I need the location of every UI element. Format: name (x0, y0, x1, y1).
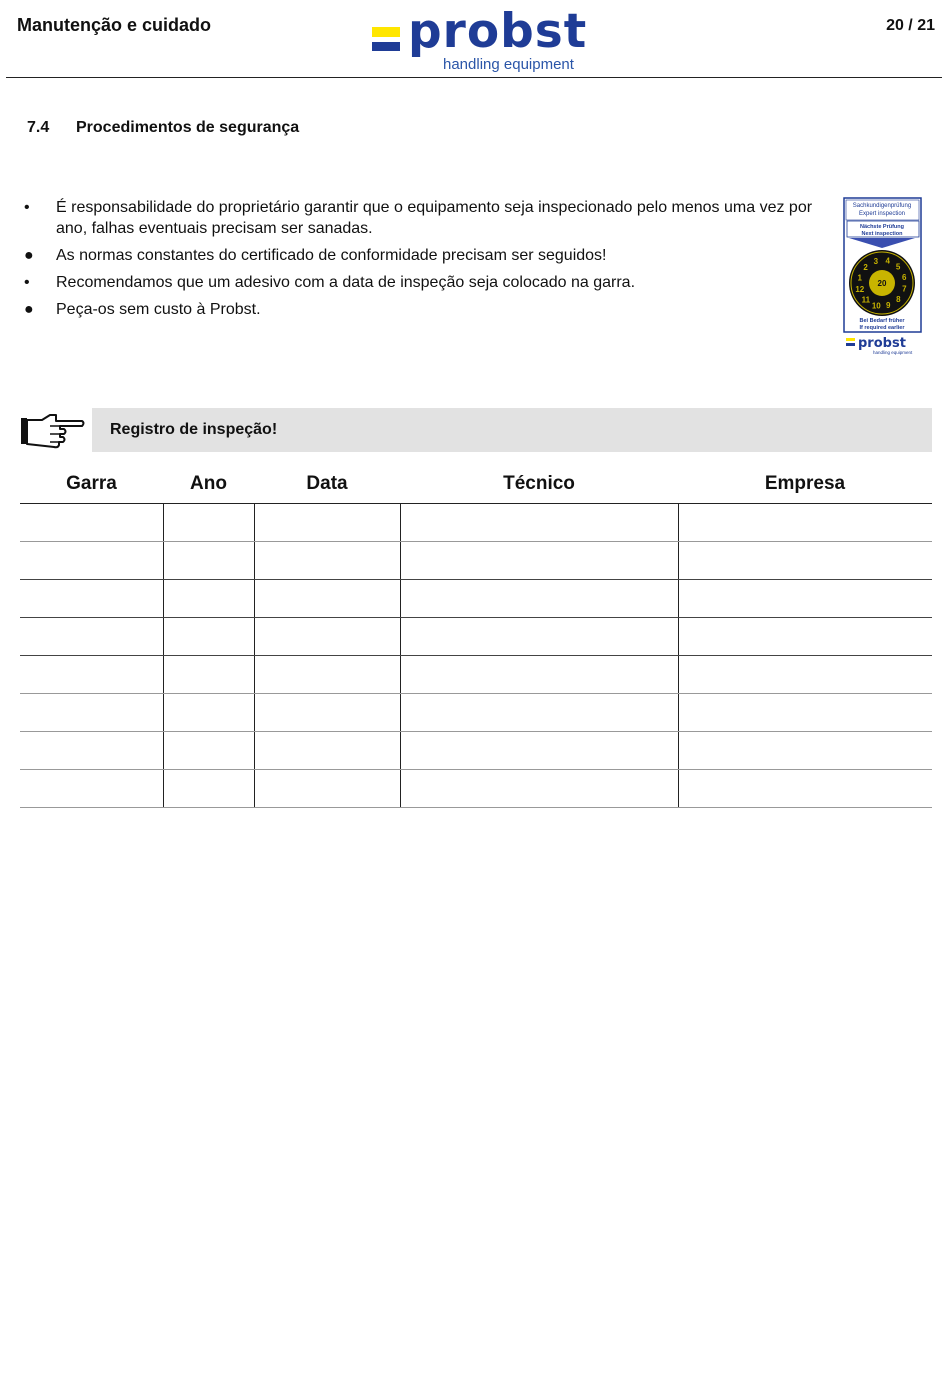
table-header-row (20, 464, 932, 504)
table-row (20, 580, 932, 618)
table-cell[interactable] (20, 732, 163, 770)
page-number: 20 / 21 (886, 17, 935, 34)
table-row (20, 732, 932, 770)
dial-number: 4 (885, 256, 890, 266)
column-header-empresa: Empresa (678, 464, 932, 504)
table-cell[interactable] (163, 580, 254, 618)
sticker-brand: probst (858, 336, 906, 351)
table-cell[interactable] (678, 542, 932, 580)
table-row (20, 656, 932, 694)
bullet-mark: ● (24, 247, 34, 264)
sticker-line6: If required earlier (859, 325, 905, 331)
pointing-hand-icon (20, 412, 86, 450)
table-cell[interactable] (163, 618, 254, 656)
table-cell[interactable] (400, 580, 678, 618)
table-cell[interactable] (400, 732, 678, 770)
dial-number: 7 (902, 284, 907, 294)
table-cell[interactable] (163, 732, 254, 770)
table-cell[interactable] (163, 504, 254, 542)
header-divider (6, 77, 942, 78)
table-cell[interactable] (400, 542, 678, 580)
column-header-data: Data (254, 464, 400, 504)
sticker-line1: Sachkundigenprüfung (852, 203, 912, 209)
dial-number: 11 (861, 295, 871, 305)
bullet-mark: • (24, 199, 30, 216)
table-cell[interactable] (678, 732, 932, 770)
bullet-text: As normas constantes do certificado de conformidade precisam ser seguidos! (56, 247, 607, 264)
dial-number: 2 (863, 262, 868, 272)
table-row (20, 504, 932, 542)
column-header-tecnico: Técnico (400, 464, 678, 504)
table-cell[interactable] (163, 770, 254, 808)
bullet-text: É responsabilidade do proprietário garantir que o equipamento seja inspecionado pelo menos uma vez por ano, falhas eventuais precisam ser sanadas. (56, 199, 813, 237)
table-cell[interactable] (254, 770, 400, 808)
dial-number: 5 (895, 262, 901, 272)
list-item (24, 245, 814, 266)
table-cell[interactable] (254, 504, 400, 542)
inspection-register-banner (92, 408, 932, 452)
table-cell[interactable] (678, 580, 932, 618)
table-cell[interactable] (254, 694, 400, 732)
bullet-text: Peça-os sem custo à Probst. (56, 301, 261, 318)
bullet-mark: • (24, 274, 30, 291)
table-cell[interactable] (678, 694, 932, 732)
table-cell[interactable] (678, 504, 932, 542)
table-cell[interactable] (400, 618, 678, 656)
table-cell[interactable] (254, 618, 400, 656)
inspection-register-label: Registro de inspeção! (110, 421, 278, 438)
list-item (24, 197, 814, 239)
column-header-ano: Ano (163, 464, 254, 504)
table-cell[interactable] (20, 656, 163, 694)
table-row (20, 618, 932, 656)
table-cell[interactable] (400, 694, 678, 732)
dial-number: 3 (873, 256, 879, 266)
table-cell[interactable] (400, 504, 678, 542)
dial-number: 12 (855, 285, 865, 295)
logo-tagline: handling equipment (443, 56, 574, 73)
table-cell[interactable] (163, 694, 254, 732)
dial-number: 10 (871, 301, 881, 311)
dial-number: 8 (896, 295, 901, 305)
table-cell[interactable] (20, 618, 163, 656)
table-cell[interactable] (400, 656, 678, 694)
table-cell[interactable] (254, 542, 400, 580)
logo-wordmark: probst (408, 4, 588, 59)
svg-text:20: 20 (877, 279, 887, 288)
bullet-text: Recomendamos que um adesivo com a data de inspeção seja colocado na garra. (56, 274, 636, 291)
sticker-line3: Nächste Prüfung (859, 224, 905, 230)
table-cell[interactable] (163, 656, 254, 694)
table-cell[interactable] (254, 656, 400, 694)
table-row (20, 542, 932, 580)
dial-number: 1 (857, 273, 862, 283)
table-cell[interactable] (678, 770, 932, 808)
dial-number: 9 (885, 301, 891, 311)
table-cell[interactable] (20, 694, 163, 732)
table-cell[interactable] (20, 542, 163, 580)
sticker-line5: Bei Bedarf früher (859, 318, 905, 324)
safety-bullet-list (24, 197, 814, 326)
table-cell[interactable] (20, 580, 163, 618)
sticker-brand-sub: handling equipment (873, 350, 913, 355)
dial-number: 6 (901, 272, 907, 282)
table-cell[interactable] (20, 504, 163, 542)
table-row (20, 694, 932, 732)
table-cell[interactable] (400, 770, 678, 808)
probst-logo (368, 4, 588, 78)
document-title: Manutenção e cuidado (17, 15, 212, 35)
bullet-mark: ● (24, 301, 34, 318)
table-cell[interactable] (254, 732, 400, 770)
section-number: 7.4 (27, 119, 50, 136)
inspection-record-table (20, 464, 932, 808)
list-item (24, 272, 814, 293)
table-row (20, 770, 932, 808)
table-cell[interactable] (163, 542, 254, 580)
list-item (24, 299, 814, 320)
table-cell[interactable] (20, 770, 163, 808)
table-cell[interactable] (678, 618, 932, 656)
column-header-garra: Garra (20, 464, 163, 504)
sticker-line2: Expert inspection (858, 211, 906, 217)
section-title: Procedimentos de segurança (76, 119, 300, 136)
table-cell[interactable] (678, 656, 932, 694)
table-cell[interactable] (254, 580, 400, 618)
logo-blue-bar (372, 42, 400, 51)
logo-yellow-bar (372, 27, 400, 37)
sticker-line4: Next inspection (861, 231, 903, 237)
inspection-sticker-image (843, 197, 923, 357)
